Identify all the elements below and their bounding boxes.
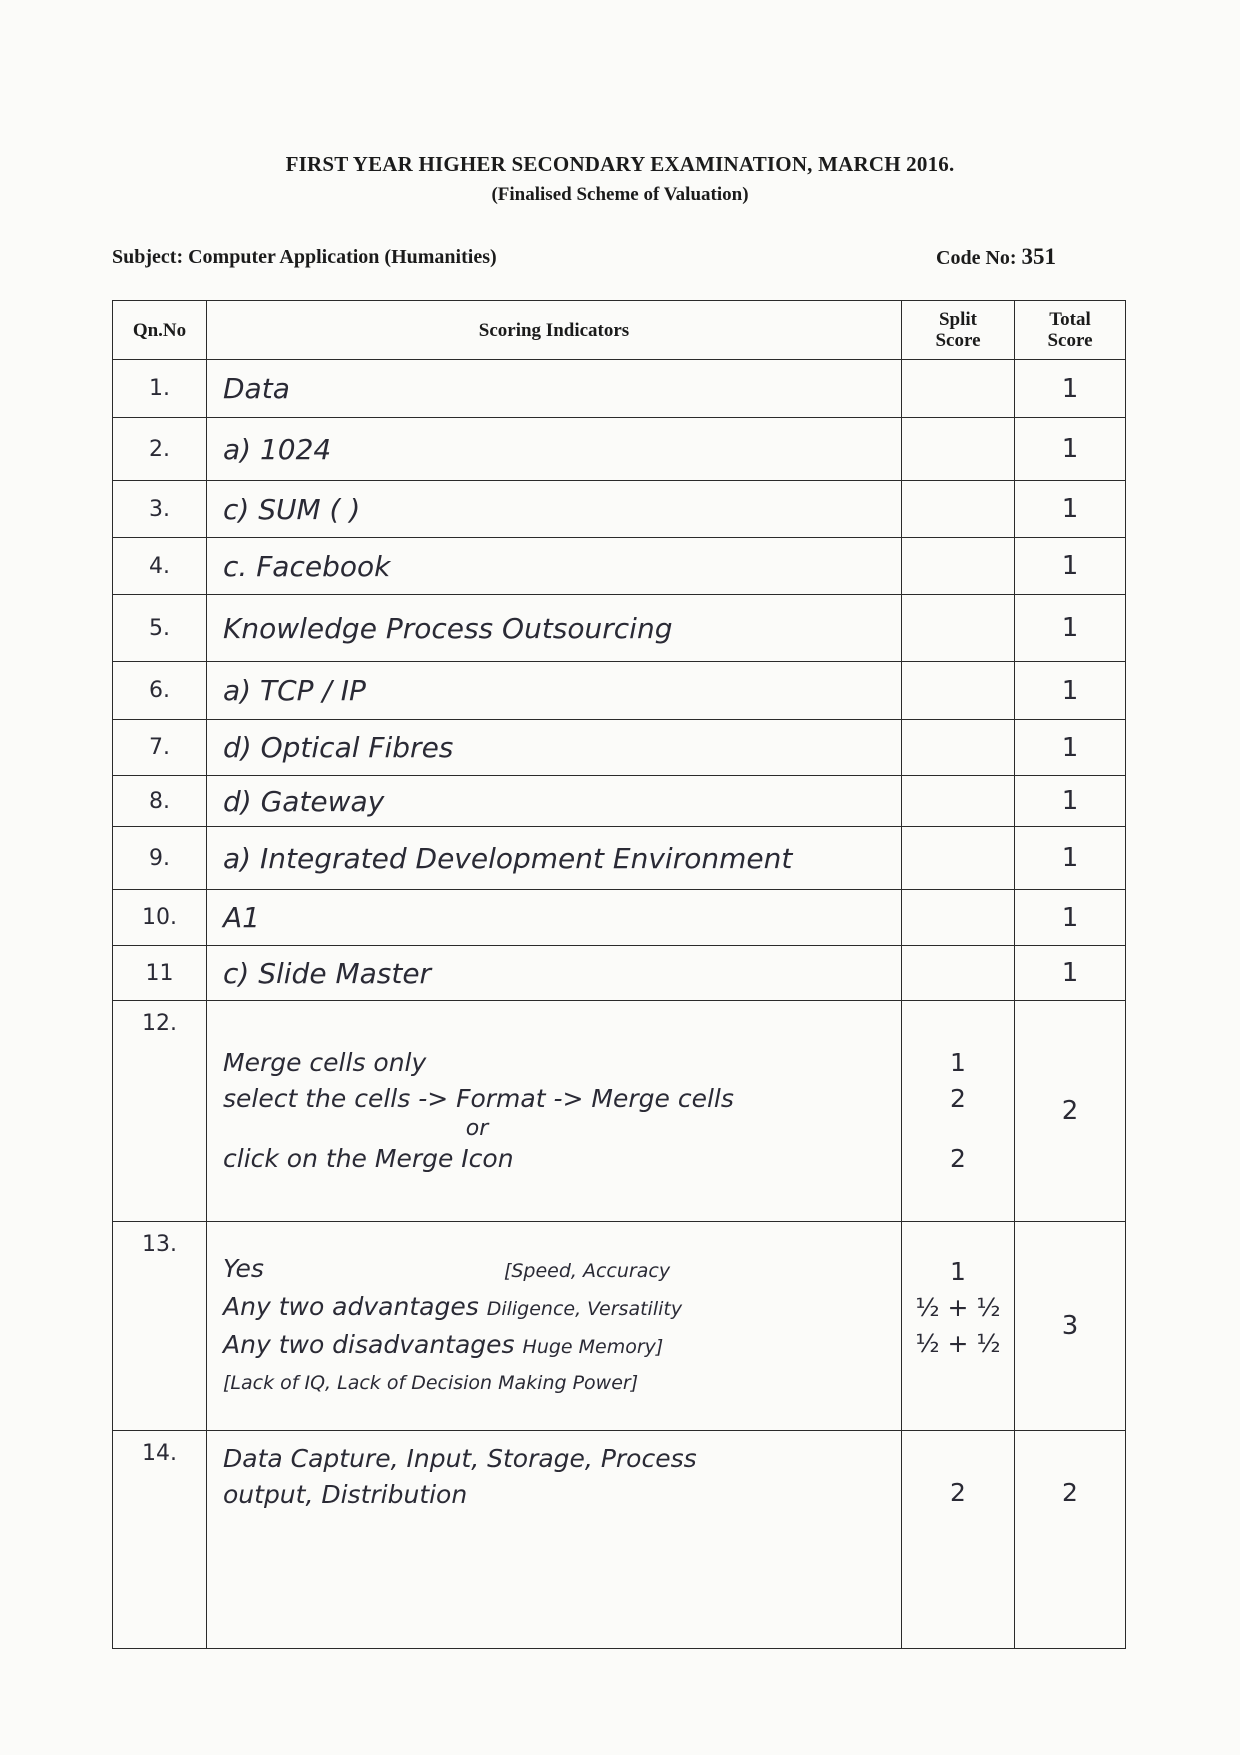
header-total-line1: Total xyxy=(1049,309,1091,330)
answer-cell: a) Integrated Development Environment xyxy=(207,827,902,890)
q12-line1: Merge cells only xyxy=(223,1048,427,1077)
q13-split1: 1 xyxy=(950,1257,966,1286)
q12-split1: 1 xyxy=(950,1048,966,1077)
answer-cell: Knowledge Process Outsourcing xyxy=(207,595,902,662)
total-cell: 2 xyxy=(1015,1001,1126,1222)
table-row xyxy=(113,946,1126,1001)
q12-line2: select the cells -> Format -> Merge cells xyxy=(223,1084,734,1113)
total-cell: 1 xyxy=(1015,538,1126,595)
q13-yes: Yes xyxy=(223,1254,264,1283)
qn-cell: 8. xyxy=(113,776,207,827)
table-row xyxy=(113,595,1126,662)
qn-cell: 9. xyxy=(113,827,207,890)
q12-split3: 2 xyxy=(950,1144,966,1173)
total-cell: 1 xyxy=(1015,776,1126,827)
qn-cell: 5. xyxy=(113,595,207,662)
answer-cell: d) Optical Fibres xyxy=(207,720,902,776)
split-cell xyxy=(902,1431,1015,1649)
qn-cell: 13. xyxy=(113,1222,207,1431)
q14-split: 2 xyxy=(950,1478,966,1507)
split-cell xyxy=(902,595,1015,662)
q14-total: 2 xyxy=(1062,1478,1078,1507)
q13-line4: [Lack of IQ, Lack of Decision Making Power] xyxy=(223,1372,639,1394)
header-qn: Qn.No xyxy=(113,301,207,360)
table-row xyxy=(113,418,1126,481)
split-cell-q13 xyxy=(902,1222,1015,1431)
scoring-table xyxy=(112,300,1126,1649)
split-cell-q12 xyxy=(902,1001,1015,1222)
qn-cell: 2. xyxy=(113,418,207,481)
q13-adv-list-c: Huge Memory] xyxy=(522,1336,664,1358)
qn-cell: 11 xyxy=(113,946,207,1001)
answer-cell: c) SUM ( ) xyxy=(207,481,902,538)
q13-adv-list-b: Diligence, Versatility xyxy=(486,1298,683,1320)
code-value: 351 xyxy=(1021,244,1057,269)
split-cell xyxy=(902,946,1015,1001)
exam-title: FIRST YEAR HIGHER SECONDARY EXAMINATION, MARCH 2016. xyxy=(285,152,955,176)
split-cell xyxy=(902,538,1015,595)
total-cell: 1 xyxy=(1015,481,1126,538)
answer-cell: Data xyxy=(207,360,902,418)
q14-line2: output, Distribution xyxy=(223,1480,468,1509)
total-cell: 1 xyxy=(1015,662,1126,720)
q12-line3: or xyxy=(465,1116,489,1141)
total-cell: 1 xyxy=(1015,418,1126,481)
answer-cell: a) TCP / IP xyxy=(207,662,902,720)
table-row xyxy=(113,827,1126,890)
code-label: Code No: xyxy=(936,247,1022,269)
qn-cell: 3. xyxy=(113,481,207,538)
split-cell xyxy=(902,827,1015,890)
q13-line3 xyxy=(223,1327,901,1365)
qn-cell: 7. xyxy=(113,720,207,776)
total-cell: 1 xyxy=(1015,360,1126,418)
table-header-row xyxy=(113,301,1126,360)
q13-adv: Any two advantages xyxy=(223,1292,479,1321)
answer-cell-q14 xyxy=(207,1431,902,1649)
q13-split3: ½ + ½ xyxy=(915,1329,1001,1358)
exam-subtitle: (Finalised Scheme of Valuation) xyxy=(491,184,749,205)
qn-cell: 1. xyxy=(113,360,207,418)
table-row-q13 xyxy=(113,1222,1126,1431)
qn-cell: 14. xyxy=(113,1431,207,1649)
total-cell: 1 xyxy=(1015,720,1126,776)
header-total-line2: Score xyxy=(1047,330,1093,351)
answer-cell-q13 xyxy=(207,1222,902,1431)
table-row xyxy=(113,662,1126,720)
total-cell: 1 xyxy=(1015,827,1126,890)
split-cell xyxy=(902,418,1015,481)
table-row xyxy=(113,890,1126,946)
qn-cell: 4. xyxy=(113,538,207,595)
q12-split2: 2 xyxy=(950,1084,966,1113)
q13-split2: ½ + ½ xyxy=(915,1293,1001,1322)
q12-line4: click on the Merge Icon xyxy=(223,1144,514,1173)
qn-cell: 10. xyxy=(113,890,207,946)
qn-cell: 6. xyxy=(113,662,207,720)
header-total xyxy=(1015,301,1126,360)
table-row-q14 xyxy=(113,1431,1126,1649)
header-indicators: Scoring Indicators xyxy=(207,301,902,360)
q13-disadv: Any two disadvantages xyxy=(223,1330,515,1359)
answer-cell: d) Gateway xyxy=(207,776,902,827)
table-row xyxy=(113,720,1126,776)
qn-cell: 12. xyxy=(113,1001,207,1222)
table-row-q12 xyxy=(113,1001,1126,1222)
total-cell: 3 xyxy=(1015,1222,1126,1431)
q13-adv-list-a: [Speed, Accuracy xyxy=(503,1260,671,1282)
split-cell xyxy=(902,481,1015,538)
table-row xyxy=(113,538,1126,595)
table-row xyxy=(113,776,1126,827)
answer-cell: c. Facebook xyxy=(207,538,902,595)
header-split-line2: Score xyxy=(935,330,981,351)
subject-label: Subject: Computer Application (Humanities) xyxy=(112,246,497,268)
answer-cell: a) 1024 xyxy=(207,418,902,481)
total-cell xyxy=(1015,1431,1126,1649)
answer-cell: c) Slide Master xyxy=(207,946,902,1001)
split-cell xyxy=(902,720,1015,776)
q14-line1: Data Capture, Input, Storage, Process xyxy=(223,1444,697,1473)
answer-cell: A1 xyxy=(207,890,902,946)
split-cell xyxy=(902,890,1015,946)
header-split-line1: Split xyxy=(938,309,978,330)
q13-line1 xyxy=(223,1251,901,1289)
total-cell: 1 xyxy=(1015,595,1126,662)
answer-cell-q12 xyxy=(207,1001,902,1222)
q13-line2 xyxy=(223,1289,901,1327)
split-cell xyxy=(902,776,1015,827)
total-cell: 1 xyxy=(1015,890,1126,946)
total-cell: 1 xyxy=(1015,946,1126,1001)
header-split xyxy=(902,301,1015,360)
code-number xyxy=(936,244,1056,270)
split-cell xyxy=(902,360,1015,418)
table-row xyxy=(113,360,1126,418)
table-row xyxy=(113,481,1126,538)
split-cell xyxy=(902,662,1015,720)
